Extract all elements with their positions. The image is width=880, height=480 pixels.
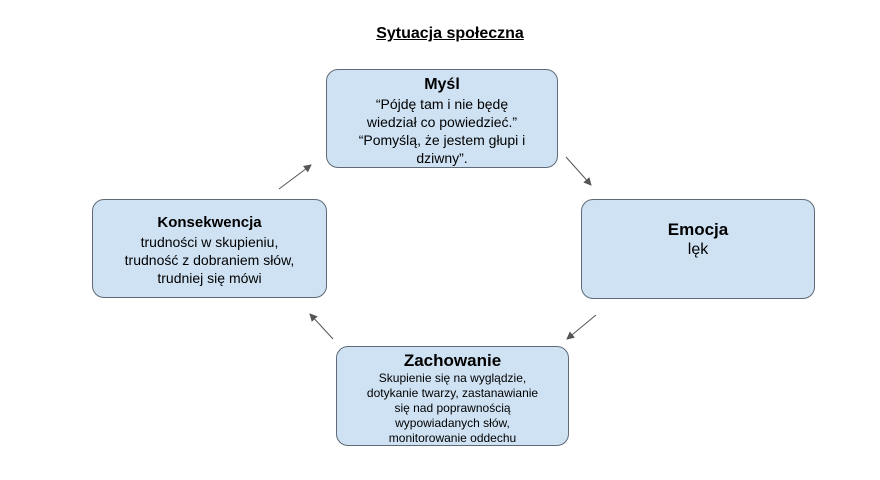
zachowanie-body: Skupienie się na wyglądzie, dotykanie twarzy, zastanawianie się nad poprawnością wypowiadanych słów, monitorowanie oddechu: [366, 371, 539, 445]
arrow-mysl-to-emocja: [566, 157, 591, 185]
arrow-zachowanie-to-konsekwencja: [310, 314, 333, 339]
emocja-body: lęk: [687, 241, 709, 258]
konsekwencja-heading: Konsekwencja: [157, 214, 262, 231]
arrow-emocja-to-zachowanie: [567, 315, 596, 339]
arrow-konsekwencja-to-mysl: [279, 165, 311, 189]
konsekwencja-body: trudności w skupieniu, trudność z dobraniem słów, trudniej się mówi: [124, 234, 295, 286]
mysl-body: “Pójdę tam i nie będę wiedział co powiedzieć.” “Pomyślą, że jestem głupi i dziwny”.: [358, 96, 526, 166]
diagram-title: Sytuacja społeczna: [376, 25, 524, 42]
emocja-heading: Emocja: [667, 220, 729, 239]
mysl-heading: Myśl: [424, 76, 460, 93]
zachowanie-heading: Zachowanie: [403, 351, 502, 370]
